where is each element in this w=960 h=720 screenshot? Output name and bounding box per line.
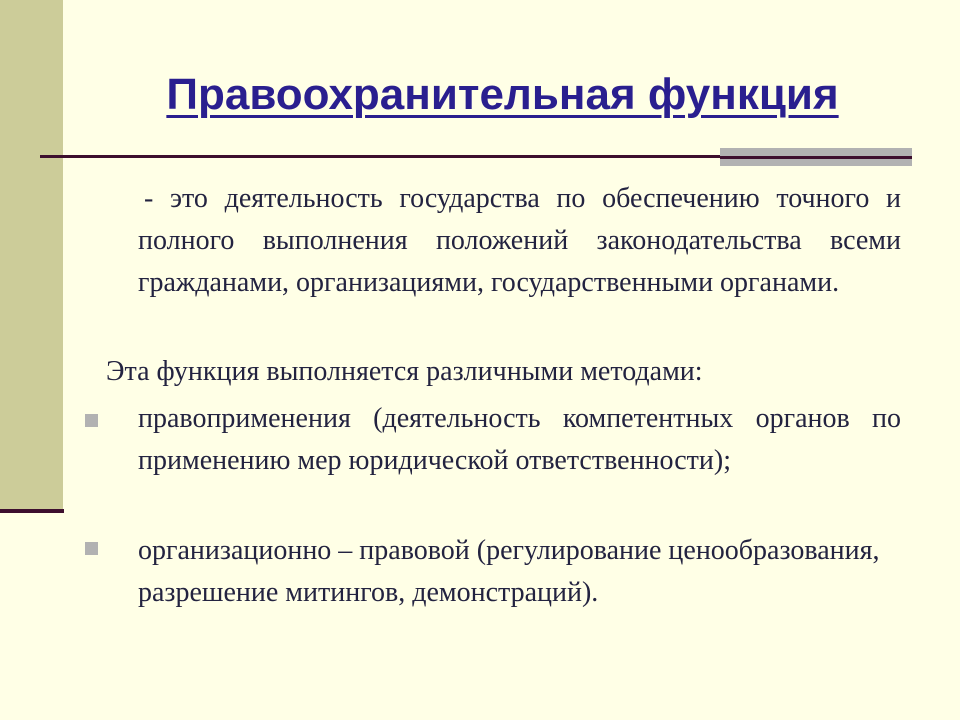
bullet-square-icon <box>85 542 98 555</box>
definition-text: - это деятельность государства по обеспечению точного и полного выполнения положений законодательства всеми гражданами, организациями, государственными органами. <box>138 183 901 298</box>
definition-paragraph <box>138 178 901 304</box>
title-divider-accent-line <box>720 156 912 159</box>
slide-title: Правоохранительная функция <box>166 70 839 119</box>
bullet-item-organizational-legal: организационно – правовой (регулирование ценообразования, разрешение митингов, демонстраций). <box>138 535 880 608</box>
bullet-item-law-enforcement: правоприменения (деятельность компетентных органов по применению мер юридической ответственности); <box>138 403 901 476</box>
bullet-square-icon <box>85 414 98 427</box>
left-band-underline <box>0 509 64 513</box>
methods-intro-text: Эта функция выполняется различными методами: <box>106 356 703 387</box>
